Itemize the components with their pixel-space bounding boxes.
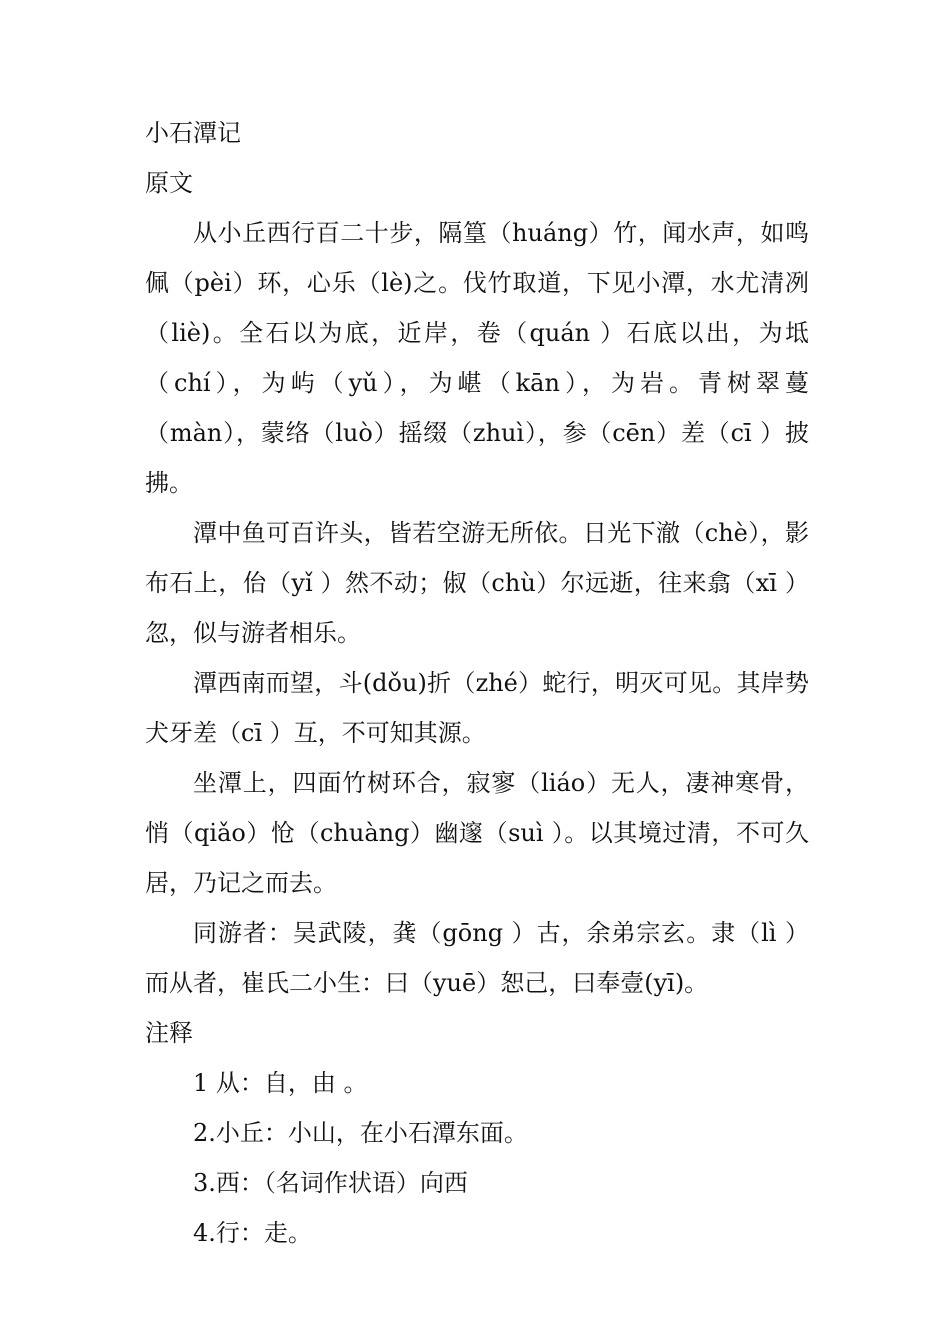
paragraph-2: 潭中鱼可百许头，皆若空游无所依。日光下澈（chè），影布石上，佁（yǐ ）然不动；俶（chù）尔远逝，往来翕（xī ）忽，似与游者相乐。 bbox=[145, 519, 809, 647]
paragraph-4: 坐潭上，四面竹树环合，寂寥（liáo）无人，凄神寒骨，悄（qiǎo）怆（chuàng）幽邃（suì ）。以其境过清，不可久居，乃记之而去。 bbox=[145, 769, 809, 897]
paragraph-3: 潭西南而望，斗(dǒu)折（zhé）蛇行，明灭可见。其岸势犬牙差（cī ）互，不可知其源。 bbox=[145, 669, 809, 747]
note-item: 1 从：自，由 。 bbox=[193, 1069, 368, 1097]
note-item: 2.小丘：小山，在小石潭东面。 bbox=[193, 1119, 528, 1147]
paragraph-1: 从小丘西行百二十步，隔篁（huáng）竹，闻水声，如鸣佩（pèi）环，心乐（lè)之。伐竹取道，下见小潭，水尤清冽（liè)。全石以为底，近岸，卷（quán ）石底以出，为坻（chí），为屿（yǔ），为嵁（kān），为岩。青树翠蔓（màn），蒙络（luò）摇缀（zhuì），参（cēn）差（cī ）披拂。 bbox=[145, 219, 809, 497]
document-page bbox=[145, 108, 809, 1258]
notes-heading: 注释 bbox=[145, 1019, 193, 1047]
document-title: 小石潭记 bbox=[145, 119, 241, 147]
note-item: 3.西：（名词作状语）向西 bbox=[193, 1169, 468, 1197]
note-item: 4.行：走。 bbox=[193, 1219, 312, 1247]
original-text-heading: 原文 bbox=[145, 169, 193, 197]
paragraph-5: 同游者：吴武陵，龚（gōng ）古，余弟宗玄。隶（lì ）而从者，崔氏二小生：曰（yuē）恕己，曰奉壹(yī)。 bbox=[145, 919, 809, 997]
